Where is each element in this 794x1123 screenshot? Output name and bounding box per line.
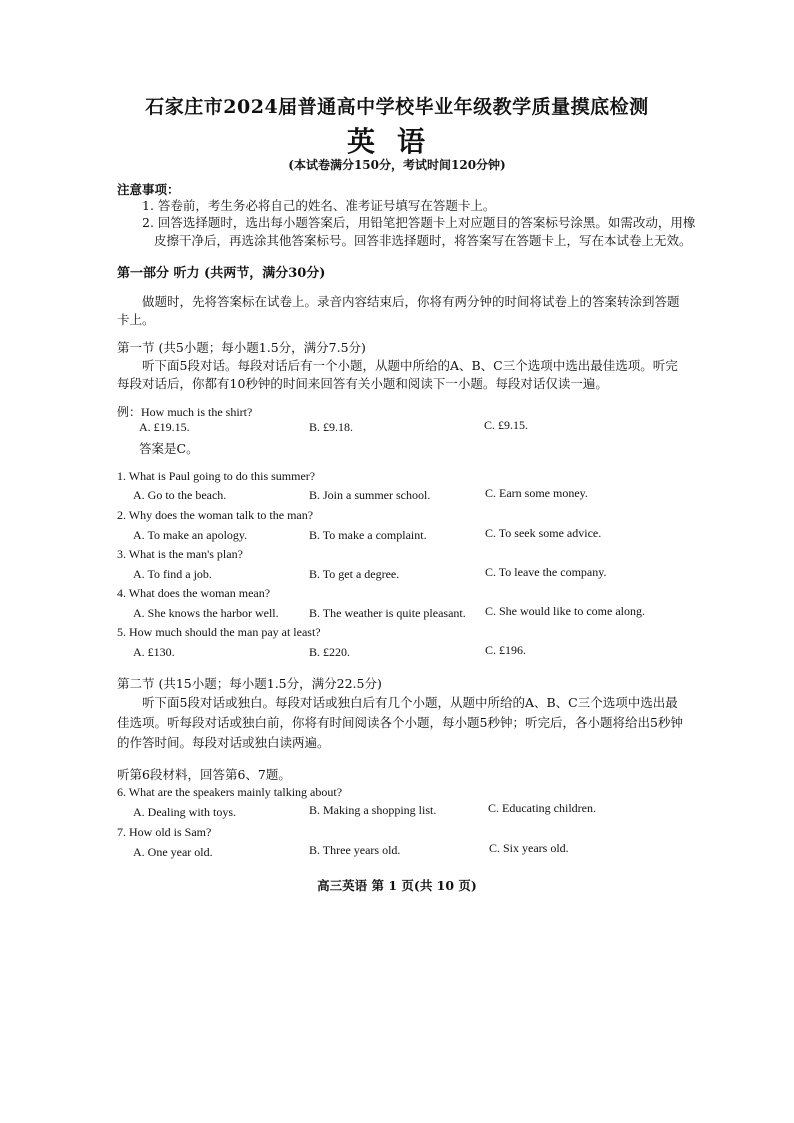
section2-instructions-line-3: 的作答时间。每段对话或独白读两遍。: [117, 735, 330, 750]
notes-heading: 注意事项：: [117, 182, 180, 197]
question-2-option-a: A. To make an apology.: [133, 528, 248, 542]
question-4-option-a: A. She knows the harbor well.: [133, 606, 279, 620]
question-1: 1. What is Paul going to do this summer?: [117, 469, 316, 483]
part1-intro-line-1: 做题时，先将答案标在试卷上。录音内容结束后，你将有两分钟的时间将试卷上的答案转涂到答题: [142, 294, 680, 309]
part1-heading: 第一部分 听力 (共两节，满分30分): [117, 266, 326, 281]
question-7-option-b: B. Three years old.: [309, 843, 401, 857]
subject-title: 英语: [346, 125, 447, 158]
question-5-option-b: B. £220.: [309, 645, 351, 659]
question-3-option-b: B. To get a degree.: [309, 567, 400, 581]
question-2: 2. Why does the woman talk to the man?: [117, 508, 314, 522]
section2-instructions-line-1: 听下面5段对话或独白。每段对话或独白后有几个小题，从题中所给的A、B、C三个选项中选出最: [142, 695, 678, 710]
note-item-2-line-2: 皮擦干净后，再选涂其他答案标号。回答非选择题时，将答案写在答题卡上，写在本试卷上无效。: [154, 233, 692, 248]
question-3-option-c: C. To leave the company.: [485, 565, 607, 579]
question-1-option-a: A. Go to the beach.: [133, 488, 227, 502]
note-item-2-line-1: 2. 回答选择题时，选出每小题答案后，用铅笔把答题卡上对应题目的答案标号涂黑。如需改动，用橡: [142, 215, 696, 230]
question-3-option-a: A. To find a job.: [133, 567, 212, 581]
question-3: 3. What is the man's plan?: [117, 547, 243, 561]
question-6-option-c: C. Educating children.: [488, 801, 596, 815]
example-answer: 答案是C。: [139, 441, 199, 456]
question-6-option-b: B. Making a shopping list.: [309, 803, 437, 817]
question-7-option-a: A. One year old.: [133, 845, 213, 859]
part1-intro-line-2: 卡上。: [117, 312, 155, 327]
question-4-option-b: B. The weather is quite pleasant.: [309, 606, 466, 620]
page-footer: 高三英语 第 1 页(共 10 页): [317, 878, 477, 893]
exam-title: 石家庄市2024届普通高中学校毕业年级教学质量摸底检测: [145, 96, 649, 118]
question-5-option-c: C. £196.: [485, 643, 527, 657]
example-question: 例：How much is the shirt?: [117, 405, 253, 419]
example-option-c: C. £9.15.: [484, 418, 529, 432]
question-6-option-a: A. Dealing with toys.: [133, 805, 236, 819]
question-6: 6. What are the speakers mainly talking about?: [117, 785, 343, 799]
question-4: 4. What does the woman mean?: [117, 586, 271, 600]
question-5-option-a: A. £130.: [133, 645, 175, 659]
question-1-option-c: C. Earn some money.: [485, 486, 588, 500]
note-item-1: 1. 答卷前，考生务必将自己的姓名、准考证号填写在答题卡上。: [142, 198, 496, 213]
question-7-option-c: C. Six years old.: [489, 841, 569, 855]
section1-instructions-line-2: 每段对话后，你都有10秒钟的时间来回答有关小题和阅读下一小题。每段对话仅读一遍。: [117, 376, 608, 391]
example-option-b: B. £9.18.: [309, 420, 354, 434]
question-1-option-b: B. Join a summer school.: [309, 488, 431, 502]
section2-heading: 第二节 (共15小题；每小题1.5分，满分22.5分): [117, 676, 382, 691]
question-7: 7. How old is Sam?: [117, 825, 212, 839]
question-2-option-b: B. To make a complaint.: [309, 528, 427, 542]
section1-instructions-line-1: 听下面5段对话。每段对话后有一个小题，从题中所给的A、B、C三个选项中选出最佳选项。听完: [142, 358, 678, 373]
section1-heading: 第一节 (共5小题；每小题1.5分，满分7.5分): [117, 340, 366, 355]
material-6-instruction: 听第6段材料，回答第6、7题。: [117, 767, 291, 782]
section2-instructions-line-2: 佳选项。听每段对话或独白前，你将有时间阅读各个小题，每小题5秒钟；听完后，各小题将给出5秒钟: [117, 715, 683, 730]
question-4-option-c: C. She would like to come along.: [485, 604, 645, 618]
score-time-note: (本试卷满分150分，考试时间120分钟): [288, 158, 506, 172]
question-5: 5. How much should the man pay at least?: [117, 625, 321, 639]
example-option-a: A. £19.15.: [139, 420, 190, 434]
question-2-option-c: C. To seek some advice.: [485, 526, 602, 540]
